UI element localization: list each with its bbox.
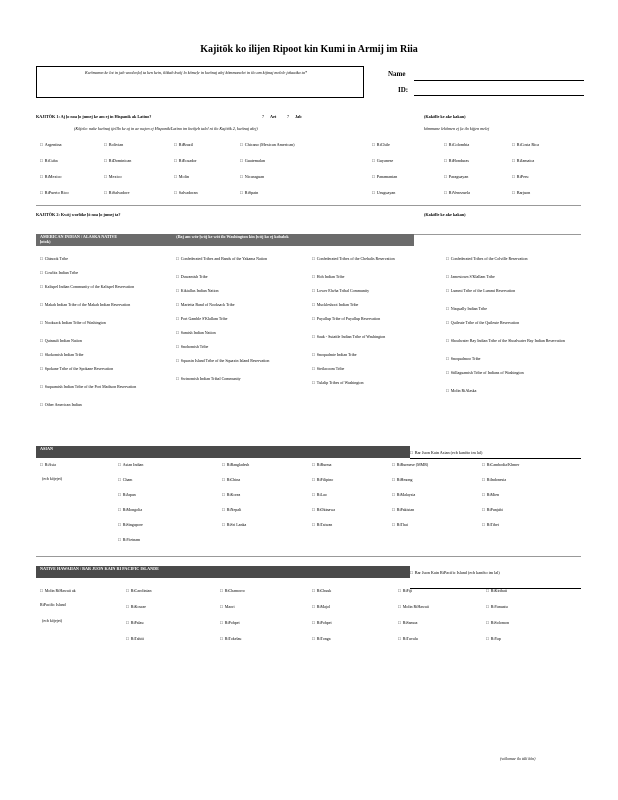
- ai-tribe-option[interactable]: □ Nisqually Indian Tribe: [446, 306, 568, 311]
- asian-header: ASIAN: [40, 446, 54, 451]
- asian-option[interactable]: □ RiTaiwan: [312, 522, 332, 527]
- ai-tribe-option[interactable]: □ Jamestown S'Klallam Tribe: [446, 274, 568, 279]
- q1-country-option[interactable]: □ RiBrazil: [174, 142, 193, 147]
- asian-option[interactable]: □ RiSri Lanka: [222, 522, 246, 527]
- asian-option[interactable]: □ RiSingapore: [118, 522, 143, 527]
- nhpi-other-option[interactable]: [410, 570, 500, 575]
- nhpi-other-label: Bar Juon Kain RiPacific Island (ecb kanōto im lal): [414, 570, 500, 575]
- q1-country-option[interactable]: □ Barjuon: [512, 190, 530, 195]
- asian-option[interactable]: □ RiMalaysia: [392, 492, 415, 497]
- ai-tribe-option[interactable]: □ Skokomish Indian Tribe: [40, 352, 162, 357]
- q1-country-option[interactable]: □ RiSalvadore: [104, 190, 129, 195]
- ai-tribe-option[interactable]: □ Quileute Tribe of the Quileute Reservation: [446, 320, 568, 325]
- asian-option[interactable]: □ RiThai: [392, 522, 408, 527]
- ai-tribe-option[interactable]: □ Other American Indian: [40, 402, 162, 407]
- ai-tribe-option[interactable]: □ Spokane Tribe of the Spokane Reservation: [40, 366, 162, 371]
- asian-option[interactable]: □ RiBurmese (MMR): [392, 462, 428, 467]
- ai-tribe-option[interactable]: □ Port Gamble S'Klallam Tribe: [176, 316, 298, 321]
- ai-tribe-option[interactable]: □ Makah Indian Tribe of the Makah Indian Reservation: [40, 302, 162, 307]
- q2-mark-one: (Kakōlle ke ake kakan): [424, 212, 466, 217]
- ai-tribe-option[interactable]: □ Lower Elwha Tribal Community: [312, 288, 434, 293]
- asian-option[interactable]: □ RiLao: [312, 492, 327, 497]
- q1-country-option[interactable]: □ RiHonduras: [444, 158, 469, 163]
- q1-country-option[interactable]: □ Salvadoran: [174, 190, 198, 195]
- nhpi-option[interactable]: □ RiTahiti: [126, 636, 144, 641]
- ai-header-line: [414, 234, 581, 235]
- asian-option[interactable]: □ RiPakistan: [392, 507, 414, 512]
- asian-option[interactable]: □ RiKorea: [222, 492, 240, 497]
- nhpi-specify-label: (ecb kōjejet): [42, 618, 63, 623]
- ai-tribe-option[interactable]: □ Confederated Tribes of the Colville Reservation: [446, 256, 568, 261]
- ai-tribe-option[interactable]: □ Kalispel Indian Community of the Kalispel Reservation: [40, 284, 162, 289]
- ai-tribe-option[interactable]: □ Snohomish Tribe: [176, 344, 298, 349]
- ai-tribe-option[interactable]: □ Confederated Tribes and Bands of the Yakama Nation: [176, 256, 298, 261]
- ai-tribe-option[interactable]: □ Nooksack Indian Tribe of Washington: [40, 320, 162, 325]
- asian-other-line[interactable]: [410, 458, 581, 459]
- q1-country-option[interactable]: □ Guyanese: [372, 158, 393, 163]
- q1-country-option[interactable]: □ Mexico: [104, 174, 122, 179]
- asian-option[interactable]: □ RiBangladesh: [222, 462, 249, 467]
- ai-tribe-option[interactable]: □ Lummi Tribe of the Lummi Reservation: [446, 288, 568, 293]
- asian-option[interactable]: □ RiChina: [222, 477, 240, 482]
- q1-country-option[interactable]: □ Nicaraguan: [240, 174, 264, 179]
- q1-country-option[interactable]: □ Uruguayan: [372, 190, 395, 195]
- nhpi-option[interactable]: □ RiKiribati: [486, 588, 507, 593]
- ai-tribe-option[interactable]: □ Steilacoom Tribe: [312, 366, 434, 371]
- ai-tribe-option[interactable]: □ Suquamish Indian Tribe of the Port Madison Reservation: [40, 384, 162, 389]
- ai-tribe-option[interactable]: □ Chinook Tribe: [40, 256, 162, 261]
- ai-header-note: (Ilaj am wōr ļwōj ke wōt ilo Washington kin ļwōj ko ej kobalok: [176, 234, 289, 239]
- q1-country-option[interactable]: □ Panamanian: [372, 174, 397, 179]
- q1-country-option[interactable]: □ RiCuba: [40, 158, 58, 163]
- ai-tribe-option[interactable]: □ Duwamish Tribe: [176, 274, 298, 279]
- q1-country-option[interactable]: □ RiEcuador: [174, 158, 197, 163]
- footer-note: (wōlomae ilo tūli kōn): [500, 756, 536, 761]
- asian-option[interactable]: □ RiTibet: [482, 522, 499, 527]
- nhpi-option[interactable]: □ Molin RiHawaii ak: [40, 588, 76, 593]
- q1-no[interactable]: Jab: [295, 114, 302, 119]
- q1-country-option[interactable]: □ RiMexico: [40, 174, 62, 179]
- q1-country-option[interactable]: □ RiColombia: [444, 142, 469, 147]
- q1-mark-one: (Kakōlle ke ake kakan): [424, 114, 466, 119]
- asian-header-bar: [36, 446, 410, 458]
- ai-tribe-option[interactable]: □ Cowlitz Indian Tribe: [40, 270, 162, 275]
- nhpi-option[interactable]: □ RiFiji: [398, 588, 412, 593]
- nhpi-option[interactable]: □ RiChuuk: [312, 588, 331, 593]
- nhpi-option[interactable]: □ RiMajol: [312, 604, 330, 609]
- q2-label: KAJITŌK 2: Kwōj worlōke ļō noa ļo jumej ta?: [36, 212, 121, 217]
- form-title: Kajitōk ko ilijen Ripoot kin Kumi in Armij im Riia: [200, 44, 418, 55]
- q1-country-option[interactable]: □ RiPuerto Rico: [40, 190, 69, 195]
- ai-tribe-option[interactable]: □ Quinault Indian Nation: [40, 338, 162, 343]
- q1-country-option[interactable]: □ Chicano (Mexican American): [240, 142, 295, 147]
- intro-text: Kwōmaron ke lot in jab wooleeļaļ ta ken kein, ilōkab kwōj lo kōmeļe in kwōnaj ałej kōmmanelet in ilo am kijinaj melele jekaaika ta*: [85, 70, 307, 75]
- ai-tribe-option[interactable]: □ Hoh Indian Tribe: [312, 274, 434, 279]
- ai-tribe-option[interactable]: □ Kikiallus Indian Nation: [176, 288, 298, 293]
- asian-option[interactable]: □ RiNepali: [222, 507, 241, 512]
- nhpi-header: NATIVE HAWAIIAN / BAR JUON KAIN RI PACIFIC ISLANDE: [40, 566, 159, 571]
- ai-header-sub: ļotok): [40, 239, 51, 244]
- q1-country-option[interactable]: □ Molin: [174, 174, 189, 179]
- nhpi-option[interactable]: □ RiTuvalu: [398, 636, 418, 641]
- asian-option[interactable]: □ RiCambodia/Khmer: [482, 462, 519, 467]
- asian-divider: [36, 556, 581, 557]
- nhpi-option[interactable]: □ Molin RiHawaii: [398, 604, 429, 609]
- nhpi-option[interactable]: □ RiCarolinian: [126, 588, 151, 593]
- id-line[interactable]: [414, 95, 584, 96]
- asian-option[interactable]: □ RiMongolia: [118, 507, 142, 512]
- q1-label: KAJITŌK 1: Aj ļo noa ļo jumej ke am ej in Hispanik ak Latino?: [36, 114, 152, 119]
- asian-other-label: Bar Juon Kain Asian (ecb kanōto im lal): [414, 450, 483, 455]
- ai-tribe-option[interactable]: □ Stillaguamish Tribe of Indians of Washington: [446, 370, 568, 375]
- ai-tribe-option[interactable]: □ Tulalip Tribes of Washington: [312, 380, 434, 385]
- q1-country-option[interactable]: □ RiPeru: [512, 174, 528, 179]
- asian-option[interactable]: □ Asian Indian: [118, 462, 143, 467]
- q1-country-option[interactable]: □ Argentina: [40, 142, 61, 147]
- asian-other-option[interactable]: [410, 450, 482, 455]
- ai-tribe-option[interactable]: □ Snoqualmie Indian Tribe: [312, 352, 434, 357]
- q1-country-option[interactable]: □ RiSpain: [240, 190, 258, 195]
- ai-header-bar: [36, 234, 414, 246]
- name-line[interactable]: [414, 80, 584, 81]
- ai-tribe-option[interactable]: □ Snoqualmoo Tribe: [446, 356, 568, 361]
- q1-country-option[interactable]: □ RiJamaica: [512, 158, 534, 163]
- nhpi-option[interactable]: □ RiVanuatu: [486, 604, 508, 609]
- q1-country-option[interactable]: □ RiVenezuela: [444, 190, 470, 195]
- ai-tribe-option[interactable]: □ Muckleshoot Indian Tribe: [312, 302, 434, 307]
- ai-tribe-option[interactable]: □ Samish Indian Nation: [176, 330, 298, 335]
- q1-yes[interactable]: Aet: [270, 114, 277, 119]
- ai-tribe-option[interactable]: □ Puyallup Tribe of Puyallup Reservation: [312, 316, 434, 321]
- q1-yes-num: 7: [262, 114, 265, 119]
- ai-tribe-option[interactable]: □ Swinomish Indian Tribal Community: [176, 376, 298, 381]
- ai-tribe-option[interactable]: □ Marietta Band of Nooksack Tribe: [176, 302, 298, 307]
- asian-option[interactable]: □ RiOkinawa: [312, 507, 335, 512]
- ai-tribe-option[interactable]: □ Sauk - Suiattle Indian Tribe of Washington: [312, 334, 434, 339]
- nhpi-option[interactable]: □ RiPalau: [126, 620, 143, 625]
- nhpi-option[interactable]: □ RiPohpei: [312, 620, 332, 625]
- q1-no-num: 7: [287, 114, 290, 119]
- asian-option[interactable]: □ RiHmong: [392, 477, 413, 482]
- asian-option[interactable]: □ Cham: [118, 477, 132, 482]
- id-label: ID:: [398, 86, 409, 94]
- nhpi-option[interactable]: □ RiKosrae: [126, 604, 146, 609]
- asian-option[interactable]: □ RiJapan: [118, 492, 136, 497]
- asian-option[interactable]: □ RiBurma: [312, 462, 331, 467]
- name-label: Name: [388, 70, 406, 78]
- ai-tribe-option[interactable]: □ Squaxin Island Tribe of the Squaxin Island Reservation: [176, 358, 298, 363]
- nhpi-option[interactable]: □ Maori: [220, 604, 235, 609]
- q1-country-option[interactable]: □ Bolivian: [104, 142, 123, 147]
- nhpi-option[interactable]: □ RiSamoa: [398, 620, 417, 625]
- nhpi-header-bar: [36, 566, 410, 578]
- q1-divider: [36, 205, 581, 206]
- nhpi-option[interactable]: □ RiYap: [486, 636, 501, 641]
- nhpi-option[interactable]: □ RiChamorro: [220, 588, 245, 593]
- ai-tribe-option[interactable]: □ Shoalwater Bay Indian Tribe of the Shoalwater Bay Indian Reservation: [446, 338, 568, 343]
- q1-sub-right: kōmmane lekōmen ej ļa ilo kijjen melej: [424, 126, 490, 131]
- asian-specify-label: (ecb kōjejet): [42, 476, 63, 481]
- asian-option[interactable]: □ RiVietnam: [118, 537, 140, 542]
- ai-tribe-option[interactable]: □ Molin RiAlaska: [446, 388, 568, 393]
- asian-option[interactable]: □ RiMien: [482, 492, 499, 497]
- q1-country-option[interactable]: □ Guatemalan: [240, 158, 265, 163]
- q1-country-option[interactable]: □ Paraguayan: [444, 174, 468, 179]
- nhpi-option[interactable]: □ RiSolomon: [486, 620, 509, 625]
- asian-option[interactable]: □ RiPunjabi: [482, 507, 503, 512]
- ai-tribe-option[interactable]: □ Confederated Tribes of the Chehalis Reservation: [312, 256, 434, 261]
- nhpi-option[interactable]: □ RiTokelau: [220, 636, 241, 641]
- nhpi-option[interactable]: □ RiPohpei: [220, 620, 240, 625]
- ai-header: AMERICAN INDIAN / ALASKA NATIVE: [40, 234, 118, 239]
- q1-country-option[interactable]: □ RiChile: [372, 142, 390, 147]
- asian-option[interactable]: □ RiFilipino: [312, 477, 333, 482]
- q1-country-option[interactable]: □ RiCosta Rica: [512, 142, 539, 147]
- q1-sub: (Kōjela: nake kwōnaj ijelllo ke aj in ae najen ej Hispanik/Latino im kwōjeb talel ni ilo Kajitōk 2, kwōnaj ałej): [74, 126, 258, 131]
- nhpi-specify-label: RiPacific Island: [40, 602, 66, 607]
- q1-country-option[interactable]: □ RiDominican: [104, 158, 131, 163]
- asian-option[interactable]: □ RiAsia: [40, 462, 56, 467]
- asian-option[interactable]: □ RiIndonesia: [482, 477, 506, 482]
- nhpi-option[interactable]: □ RiTonga: [312, 636, 331, 641]
